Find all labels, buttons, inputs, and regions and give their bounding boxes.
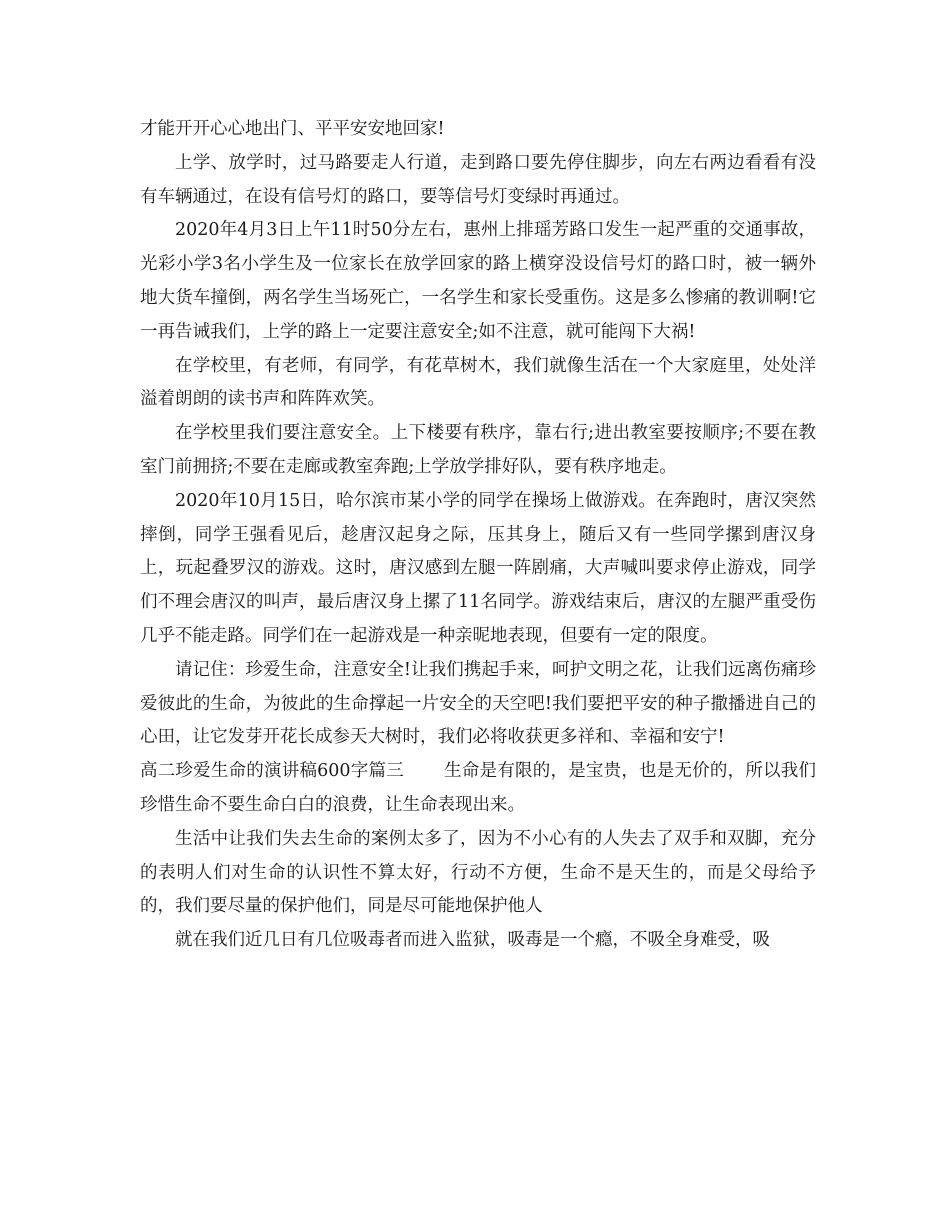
paragraph-drug-abuse: 就在我们近几日有几位吸毒者而进入监狱，吸毒是一个瘾，不吸全身难受，吸 bbox=[175, 930, 770, 951]
paragraph-traffic-accident: 2020年4月3日上午11时50分左右，惠州上排瑶芳路口发生一起严重的交通事故，光彩小学3名小学生及一位家长在放学回家的路上横穿没设信号灯的路口时，被一辆外地大货车撞倒，两名学生当场死亡，一名学生和家长受重伤。这是多么惨痛的教训啊!它一再告诫我们，上学的路上一定要注意安全;如不注意，就可能闯下大祸! bbox=[140, 220, 816, 342]
paragraph-playground-incident: 2020年10月15日，哈尔滨市某小学的同学在操场上做游戏。在奔跑时，唐汉突然摔倒，同学王强看见后，趁唐汉起身之际，压其身上，随后又有一些同学摞到唐汉身上，玩起叠罗汉的游戏。这时，唐汉感到左腿一阵剧痛，大声喊叫要求停止游戏，同学们不理会唐汉的叫声，最后唐汉身上摞了11名同学。游戏结束后，唐汉的左腿严重受伤几乎不能走路。同学们在一起游戏是一种亲昵地表现，但要有一定的限度。 bbox=[140, 490, 816, 646]
paragraph-losing-life: 生活中让我们失去生命的案例太多了，因为不小心有的人失去了双手和双脚，充分的表明人们对生命的认识性不算太好，行动不方便，生命不是天生的，而是父母给予的，我们要尽量的保护他们，同是尽可能地保护他人 bbox=[140, 828, 816, 917]
section-intro: 生命是有限的，是宝贵，也是无价的，所以我们珍惜生命不要生命白白的浪费，让生命表现出来。 bbox=[140, 761, 817, 815]
section-heading-line bbox=[140, 755, 816, 823]
paragraph-school-life: 在学校里，有老师，有同学，有花草树木，我们就像生活在一个大家庭里，处处洋溢着朗朗的读书声和阵阵欢笑。 bbox=[140, 355, 816, 410]
paragraph-crossing-road: 上学、放学时，过马路要走人行道，走到路口要先停住脚步，向左右两边看看有没有车辆通过，在设有信号灯的路口，要等信号灯变绿时再通过。 bbox=[140, 152, 816, 207]
document-body bbox=[140, 113, 816, 958]
paragraph-continuation: 才能开开心心地出门、平平安安地回家! bbox=[140, 119, 445, 139]
paragraph-closing-appeal: 请记住：珍爱生命，注意安全!让我们携起手来，呵护文明之花，让我们远离伤痛珍爱彼此的生命，为彼此的生命撑起一片安全的天空吧!我们要把平安的种子撒播进自己的心田，让它发芽开花长成参天大树时，我们必将收获更多祥和、幸福和安宁! bbox=[140, 659, 816, 748]
paragraph-school-safety: 在学校里我们要注意安全。上下楼要有秩序，靠右行;进出教室要按顺序;不要在教室门前拥挤;不要在走廊或教室奔跑;上学放学排好队，要有秩序地走。 bbox=[140, 423, 816, 477]
section-title: 高二珍爱生命的演讲稿600字篇三 bbox=[140, 761, 404, 782]
